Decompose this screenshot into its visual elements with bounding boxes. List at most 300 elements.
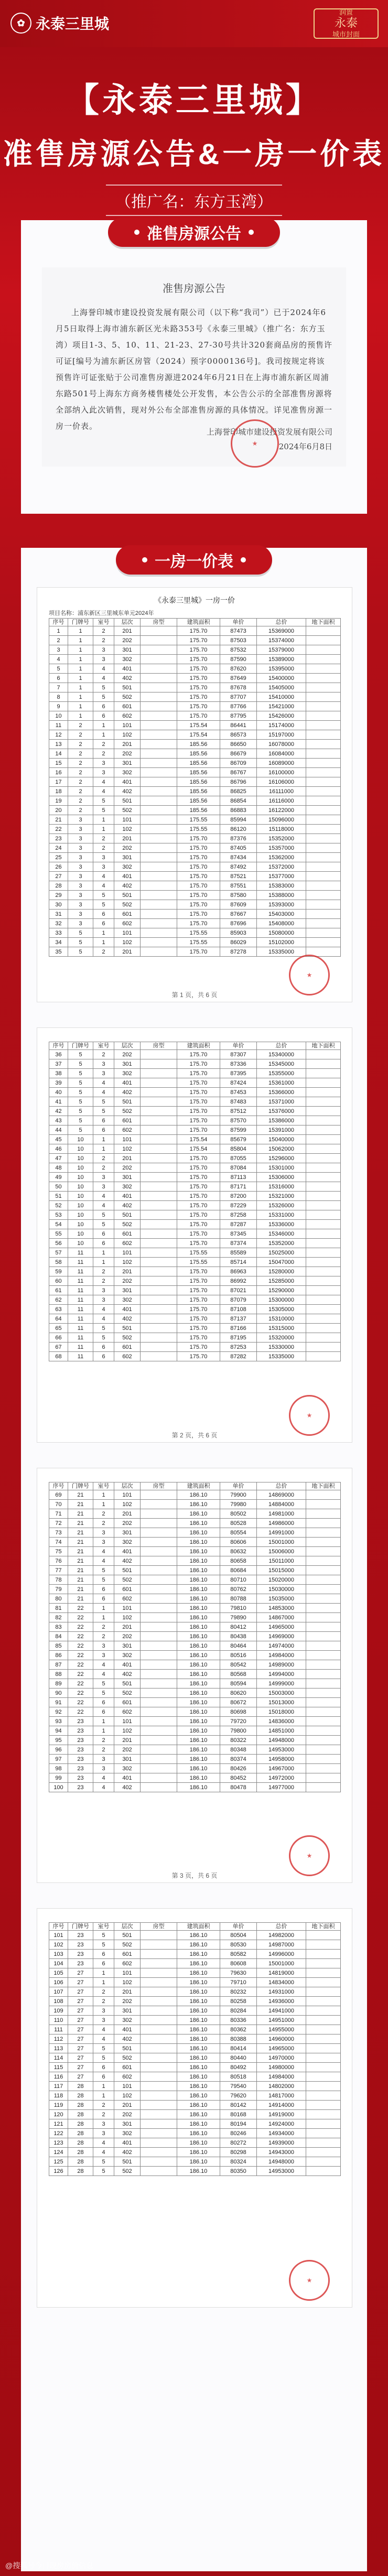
table-row — [49, 655, 341, 664]
table-cell: 27 — [68, 1987, 93, 1997]
table-cell: 2 — [68, 749, 93, 759]
table-cell: 175.70 — [177, 1305, 220, 1314]
table-cell — [306, 825, 341, 834]
table-cell: 6 — [93, 1352, 114, 1361]
table-cell: 186.10 — [177, 1490, 220, 1500]
table-cell: 80142 — [220, 2101, 257, 2110]
table-cell: 87434 — [220, 853, 257, 862]
table-cell: 201 — [114, 1267, 141, 1276]
table-cell: 201 — [114, 947, 141, 957]
table-cell: 14851000 — [257, 1726, 306, 1736]
brand-left — [10, 12, 109, 35]
table-cell: 3 — [93, 1069, 114, 1078]
table-cell: 1 — [93, 721, 114, 730]
table-cell: 2 — [93, 740, 114, 749]
table-cell: 28 — [49, 881, 68, 891]
notice-date: 2024年6月8日 — [278, 442, 332, 451]
table-cell: 27 — [68, 2044, 93, 2053]
table-cell — [306, 1670, 341, 1679]
table-cell: 22 — [68, 1698, 93, 1707]
table-row — [49, 1286, 341, 1295]
table-cell — [306, 928, 341, 938]
table-cell: 80374 — [220, 1755, 257, 1764]
table-cell — [141, 1163, 177, 1173]
table-cell: 401 — [114, 2025, 141, 2034]
table-cell: 15001000 — [257, 1538, 306, 1547]
table-cell — [141, 1997, 177, 2006]
table-cell: 11 — [68, 1267, 93, 1276]
table-cell: 2 — [68, 777, 93, 787]
table-cell: 4 — [93, 1088, 114, 1097]
table-cell: 123 — [49, 2138, 68, 2148]
table-cell: 60 — [49, 1276, 68, 1286]
table-cell: 103 — [49, 1950, 68, 1959]
table-cell — [306, 1736, 341, 1745]
table-cell: 14 — [49, 749, 68, 759]
table-cell: 16122000 — [257, 806, 306, 815]
table-cell — [141, 1500, 177, 1509]
table-row — [49, 1173, 341, 1182]
table-cell: 15310000 — [257, 1314, 306, 1324]
table-cell: 80440 — [220, 2053, 257, 2063]
table-row — [49, 1305, 341, 1314]
table-cell: 186.10 — [177, 2148, 220, 2157]
table-cell: 175.55 — [177, 1248, 220, 1258]
price-table — [49, 1042, 341, 1361]
table-cell: 113 — [49, 2044, 68, 2053]
table-row — [49, 1267, 341, 1276]
table-cell: 86120 — [220, 825, 257, 834]
table-cell: 90 — [49, 1689, 68, 1698]
table-cell — [141, 1182, 177, 1192]
table-cell — [141, 1613, 177, 1622]
table-cell: 56 — [49, 1239, 68, 1248]
table-cell: 401 — [114, 1305, 141, 1314]
table-cell: 401 — [114, 1660, 141, 1670]
table-cell — [141, 740, 177, 749]
table-cell: 21 — [68, 1547, 93, 1556]
table-cell: 15391000 — [257, 1125, 306, 1135]
table-cell: 10 — [68, 1229, 93, 1239]
table-cell: 175.70 — [177, 1059, 220, 1069]
table-cell: 124 — [49, 2148, 68, 2157]
table-cell: 175.70 — [177, 1229, 220, 1239]
table-cell: 78 — [49, 1575, 68, 1585]
table-cell: 14980000 — [257, 2063, 306, 2072]
table-cell: 175.70 — [177, 1324, 220, 1333]
table-cell — [141, 1144, 177, 1154]
table-cell — [141, 1726, 177, 1736]
table-cell: 1 — [68, 683, 93, 692]
table-cell: 14977000 — [257, 1783, 306, 1792]
table-cell: 87599 — [220, 1125, 257, 1135]
table-cell: 87287 — [220, 1220, 257, 1229]
table-cell: 27 — [68, 1968, 93, 1978]
table-cell: 14972000 — [257, 1773, 306, 1783]
table-cell — [306, 2119, 341, 2129]
table-cell: 3 — [93, 1755, 114, 1764]
table-row — [49, 1078, 341, 1088]
table-cell: 79900 — [220, 1490, 257, 1500]
table-cell: 22 — [68, 1670, 93, 1679]
table-cell: 15376000 — [257, 1107, 306, 1116]
table-cell: 25 — [49, 853, 68, 862]
table-cell — [141, 1295, 177, 1305]
table-cell: 14914000 — [257, 2101, 306, 2110]
table-cell — [306, 1566, 341, 1575]
table-cell — [141, 1097, 177, 1107]
table-cell: 601 — [114, 1229, 141, 1239]
table-cell: 28 — [68, 2138, 93, 2148]
table-cell: 15361000 — [257, 1078, 306, 1088]
table-row — [49, 1556, 341, 1566]
table-cell: 186.10 — [177, 1566, 220, 1575]
table-cell: 186.10 — [177, 1987, 220, 1997]
table-cell: 16089000 — [257, 759, 306, 768]
table-cell: 16078000 — [257, 740, 306, 749]
table-cell: 15362000 — [257, 853, 306, 862]
table-cell: 302 — [114, 1069, 141, 1078]
table-row — [49, 1585, 341, 1594]
table-cell: 3 — [93, 2119, 114, 2129]
table-cell — [141, 2034, 177, 2044]
table-cell: 202 — [114, 1163, 141, 1173]
table-cell: 6 — [93, 2072, 114, 2082]
table-cell: 601 — [114, 1116, 141, 1125]
table-cell: 87609 — [220, 900, 257, 910]
table-cell: 87108 — [220, 1305, 257, 1314]
table-cell: 5 — [68, 1078, 93, 1088]
table-cell — [306, 1154, 341, 1163]
table-row — [49, 1745, 341, 1755]
table-cell: 15379000 — [257, 645, 306, 655]
table-cell: 2 — [93, 1997, 114, 2006]
table-cell — [141, 1755, 177, 1764]
table-cell: 175.70 — [177, 1267, 220, 1276]
hero — [0, 58, 388, 215]
table-cell — [141, 910, 177, 919]
table-row — [49, 796, 341, 806]
table-cell: 1 — [93, 1135, 114, 1144]
table-cell — [306, 1125, 341, 1135]
table-cell — [306, 872, 341, 881]
table-cell: 2 — [93, 1987, 114, 1997]
table-cell: 186.10 — [177, 2157, 220, 2167]
table-cell — [306, 1968, 341, 1978]
table-column-header: 层次 — [114, 1923, 141, 1931]
table-cell: 14953000 — [257, 2167, 306, 2176]
table-cell: 80412 — [220, 1622, 257, 1632]
table-cell: 14969000 — [257, 1632, 306, 1641]
table-cell: 14867000 — [257, 1613, 306, 1622]
table-column-header: 室号 — [93, 619, 114, 626]
table-cell — [306, 1528, 341, 1538]
table-cell — [306, 1783, 341, 1792]
table-cell: 501 — [114, 2157, 141, 2167]
table-column-header: 室号 — [93, 1042, 114, 1050]
table-cell: 61 — [49, 1286, 68, 1295]
table-cell: 39 — [49, 1078, 68, 1088]
table-cell: 14948000 — [257, 1736, 306, 1745]
table-cell: 175.55 — [177, 825, 220, 834]
table-cell — [306, 1276, 341, 1286]
table-cell: 80 — [49, 1594, 68, 1604]
table-cell: 6 — [93, 1116, 114, 1125]
table-cell — [306, 1286, 341, 1295]
table-cell: 301 — [114, 1173, 141, 1182]
table-cell: 74 — [49, 1538, 68, 1547]
table-cell: 14970000 — [257, 2053, 306, 2063]
table-cell: 21 — [68, 1585, 93, 1594]
table-cell: 42 — [49, 1107, 68, 1116]
table-cell: 401 — [114, 1547, 141, 1556]
table-cell — [306, 1641, 341, 1651]
table-cell: 15062000 — [257, 1144, 306, 1154]
table-header-row — [49, 1482, 341, 1490]
table-cell: 80502 — [220, 1509, 257, 1519]
table-cell: 501 — [114, 1324, 141, 1333]
table-cell: 15301000 — [257, 1163, 306, 1173]
table-cell: 92 — [49, 1707, 68, 1717]
table-row — [49, 1154, 341, 1163]
table-cell: 45 — [49, 1135, 68, 1144]
table-row — [49, 1295, 341, 1305]
table-row — [49, 1239, 341, 1248]
table-cell: 121 — [49, 2119, 68, 2129]
table-column-header: 总价 — [257, 1482, 306, 1490]
table-cell: 22 — [68, 1604, 93, 1613]
table-cell: 186.10 — [177, 1755, 220, 1764]
table-cell — [306, 768, 341, 777]
table-cell — [141, 683, 177, 692]
table-row — [49, 2110, 341, 2119]
table-cell: 18 — [49, 787, 68, 796]
table-row — [49, 2006, 341, 2016]
table-column-header: 地下面积 — [306, 619, 341, 626]
table-row — [49, 1566, 341, 1575]
table-cell — [306, 796, 341, 806]
table-cell: 15345000 — [257, 1059, 306, 1069]
table-cell: 186.10 — [177, 1575, 220, 1585]
table-cell: 15290000 — [257, 1286, 306, 1295]
table-cell: 186.10 — [177, 1736, 220, 1745]
table-cell: 502 — [114, 2167, 141, 2176]
table-cell: 4 — [93, 872, 114, 881]
table-cell — [141, 1343, 177, 1352]
table-cell: 87084 — [220, 1163, 257, 1173]
table-cell: 186.10 — [177, 1978, 220, 1987]
table-row — [49, 1500, 341, 1509]
table-cell: 186.10 — [177, 1931, 220, 1940]
table-cell: 52 — [49, 1201, 68, 1210]
table-cell — [141, 1773, 177, 1783]
table-cell — [141, 711, 177, 721]
table-cell: 302 — [114, 1651, 141, 1660]
table-cell: 201 — [114, 740, 141, 749]
table-cell: 14965000 — [257, 1622, 306, 1632]
table-cell: 502 — [114, 692, 141, 702]
table-cell — [306, 1059, 341, 1069]
table-cell: 14974000 — [257, 1641, 306, 1651]
table-row — [49, 2063, 341, 2072]
watermark: @搜狐号今日现房房价信息 — [5, 2561, 94, 2570]
table-cell: 59 — [49, 1267, 68, 1276]
brand-left-text: 永泰三里城 — [36, 16, 110, 32]
table-cell: 14836000 — [257, 1717, 306, 1726]
table-cell: 201 — [114, 1509, 141, 1519]
table-cell: 11 — [68, 1324, 93, 1333]
table-column-header: 层次 — [114, 1042, 141, 1050]
table-cell: 79720 — [220, 1717, 257, 1726]
table-cell: 80322 — [220, 1736, 257, 1745]
table-cell: 87532 — [220, 645, 257, 655]
table-cell: 112 — [49, 2034, 68, 2044]
table-cell: 23 — [68, 1950, 93, 1959]
table-cell: 175.70 — [177, 1295, 220, 1305]
table-cell: 22 — [68, 1651, 93, 1660]
table-cell: 6 — [93, 2063, 114, 2072]
table-cell: 201 — [114, 1622, 141, 1632]
table-column-header: 单价 — [220, 1042, 257, 1050]
table-cell: 14960000 — [257, 2034, 306, 2044]
table-cell — [141, 2101, 177, 2110]
dot-icon — [249, 230, 254, 235]
table-row — [49, 1050, 341, 1059]
table-cell: 86709 — [220, 759, 257, 768]
table-cell: 101 — [114, 721, 141, 730]
table-cell: 601 — [114, 1585, 141, 1594]
table-cell — [306, 2034, 341, 2044]
table-cell — [306, 1267, 341, 1276]
table-cell: 186.10 — [177, 1613, 220, 1622]
table-row — [49, 1613, 341, 1622]
table-cell: 80350 — [220, 2167, 257, 2176]
table-cell: 3 — [93, 768, 114, 777]
table-cell: 5 — [68, 1088, 93, 1097]
brand-right-top: 润置 — [339, 8, 353, 17]
table-cell: 6 — [93, 1698, 114, 1707]
table-cell — [141, 938, 177, 947]
table-row — [49, 664, 341, 674]
table-cell: 80492 — [220, 2063, 257, 2072]
table-cell: 175.70 — [177, 1286, 220, 1295]
table-cell: 186.10 — [177, 1604, 220, 1613]
table-cell: 80362 — [220, 2025, 257, 2034]
table-cell: 501 — [114, 1210, 141, 1220]
table-cell: 80608 — [220, 1959, 257, 1968]
table-cell: 17 — [49, 777, 68, 787]
table-cell: 501 — [114, 1097, 141, 1107]
table-cell: 202 — [114, 636, 141, 645]
table-cell — [306, 1220, 341, 1229]
table-cell: 43 — [49, 1116, 68, 1125]
table-cell: 175.70 — [177, 834, 220, 843]
table-cell — [141, 2072, 177, 2082]
table-cell: 79980 — [220, 1500, 257, 1509]
table-cell: 4 — [93, 787, 114, 796]
table-cell: 4 — [93, 777, 114, 787]
table-cell — [306, 636, 341, 645]
table-cell: 186.10 — [177, 1950, 220, 1959]
table-cell: 202 — [114, 1519, 141, 1528]
table-cell: 79810 — [220, 1604, 257, 1613]
table-column-header: 房型 — [141, 619, 177, 626]
table-cell: 402 — [114, 1314, 141, 1324]
table-row — [49, 1314, 341, 1324]
table-cell: 35 — [49, 947, 68, 957]
table-cell — [141, 626, 177, 636]
table-cell: 15357000 — [257, 843, 306, 853]
table-cell: 87113 — [220, 1173, 257, 1182]
table-cell: 36 — [49, 1050, 68, 1059]
table-cell — [306, 721, 341, 730]
table-row — [49, 1698, 341, 1707]
table-row — [49, 1987, 341, 1997]
table-cell: 87453 — [220, 1088, 257, 1097]
table-cell — [141, 1679, 177, 1689]
table-column-header: 地下面积 — [306, 1042, 341, 1050]
table-cell — [306, 1078, 341, 1088]
table-cell: 4 — [93, 674, 114, 683]
table-cell: 175.70 — [177, 1069, 220, 1078]
table-cell: 80658 — [220, 1556, 257, 1566]
table-row — [49, 806, 341, 815]
table-cell: 1 — [93, 1968, 114, 1978]
table-cell: 2 — [93, 1163, 114, 1173]
table-cell: 3 — [93, 1764, 114, 1773]
table-cell: 4 — [93, 1783, 114, 1792]
table-cell: 401 — [114, 777, 141, 787]
table-cell: 80606 — [220, 1538, 257, 1547]
table-cell: 87696 — [220, 919, 257, 928]
table-cell: 175.70 — [177, 910, 220, 919]
table-cell — [141, 1333, 177, 1343]
table-cell: 80582 — [220, 1950, 257, 1959]
table-cell: 3 — [93, 1173, 114, 1182]
table-cell — [306, 2138, 341, 2148]
table-cell: 22 — [68, 1632, 93, 1641]
table-cell: 14936000 — [257, 1997, 306, 2006]
table-cell: 501 — [114, 891, 141, 900]
table-row — [49, 683, 341, 692]
table-cell: 28 — [68, 2157, 93, 2167]
table-cell: 79630 — [220, 1968, 257, 1978]
table-cell: 186.10 — [177, 1940, 220, 1950]
table-cell: 22 — [49, 825, 68, 834]
table-cell: 87345 — [220, 1229, 257, 1239]
table-cell: 186.10 — [177, 1660, 220, 1670]
table-cell: 27 — [68, 2072, 93, 2082]
table-cell: 114 — [49, 2053, 68, 2063]
doc-subtitle: 项目名称：浦东新区三里城东单元2024年 — [49, 610, 154, 616]
table-row — [49, 1163, 341, 1173]
table-cell: 3 — [68, 843, 93, 853]
table-cell — [141, 1670, 177, 1679]
table-cell: 5 — [93, 683, 114, 692]
table-cell — [306, 1622, 341, 1632]
table-column-header: 序号 — [49, 619, 68, 626]
table-cell: 5 — [93, 1931, 114, 1940]
table-row — [49, 1229, 341, 1239]
table-row — [49, 1726, 341, 1736]
table-cell — [306, 1519, 341, 1528]
table-row — [49, 1717, 341, 1726]
table-cell: 85804 — [220, 1144, 257, 1154]
table-cell — [141, 1736, 177, 1745]
table-cell: 3 — [68, 872, 93, 881]
table-cell — [141, 1135, 177, 1144]
table-cell — [306, 1144, 341, 1154]
